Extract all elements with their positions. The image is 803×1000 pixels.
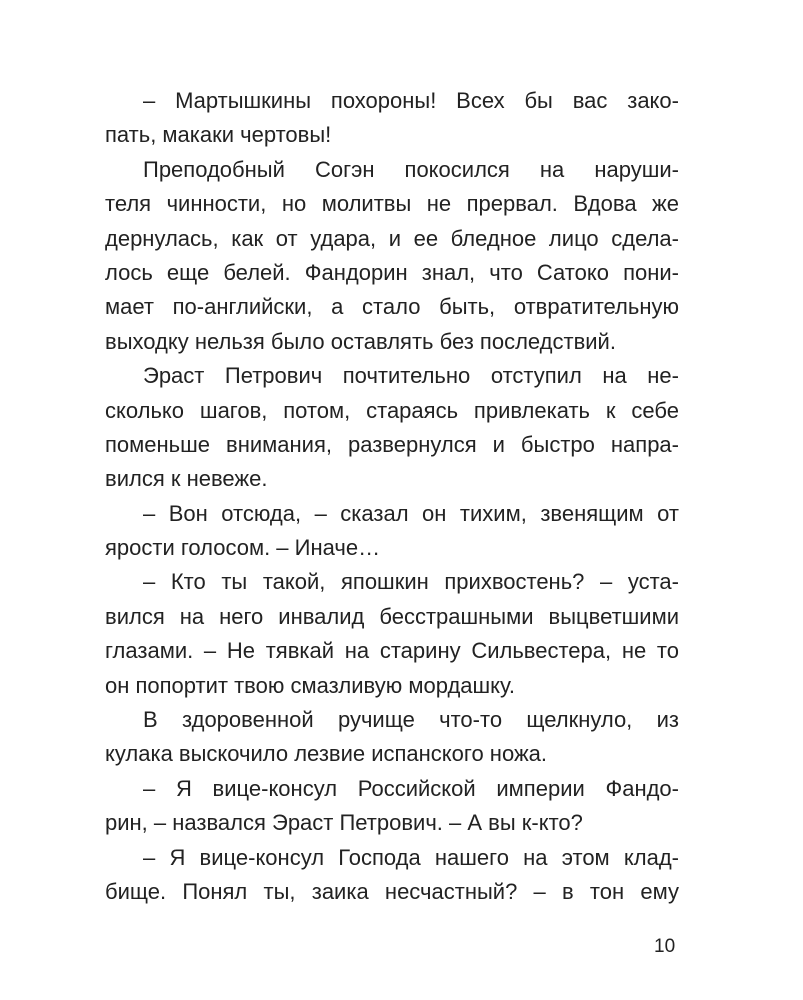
- text-line: пать, макаки чертовы!: [105, 122, 332, 148]
- body-text: [105, 84, 679, 909]
- text-line: поменьше внимания, развернулся и быстро напра-: [105, 431, 679, 457]
- text-line: бище. Понял ты, заика несчастный? – в тон ему: [105, 878, 679, 904]
- text-line: выходку нельзя было оставлять без последствий.: [105, 328, 616, 354]
- text-line: дернулась, как от удара, и ее бледное лицо сдела-: [105, 225, 679, 251]
- page-number: 10: [654, 936, 676, 957]
- text-line: Эраст Петрович почтительно отступил на не-: [143, 363, 679, 389]
- text-line: Преподобный Согэн покосился на наруши-: [143, 156, 679, 182]
- text-line: глазами. – Не тявкай на старину Сильвестера, не то: [105, 638, 679, 664]
- text-line: теля чинности, но молитвы не прервал. Вдова же: [105, 191, 679, 217]
- text-line: рин, – назвался Эраст Петрович. – А вы к-кто?: [105, 810, 583, 836]
- text-line: – Вон отсюда, – сказал он тихим, звенящим от: [143, 500, 679, 526]
- text-line: мает по-английски, а стало быть, отвратительную: [105, 294, 679, 320]
- text-line: лось еще белей. Фандорин знал, что Сатоко пони-: [105, 259, 679, 285]
- text-line: вился к невеже.: [105, 466, 268, 492]
- text-line: кулака выскочило лезвие испанского ножа.: [105, 741, 548, 767]
- text-line: ярости голосом. – Иначе…: [105, 535, 381, 561]
- text-line: – Мартышкины похороны! Всех бы вас зако-: [143, 88, 679, 113]
- text-line: он попортит твою смазливую мордашку.: [105, 672, 515, 698]
- text-line: В здоровенной ручище что-то щелкнуло, из: [143, 707, 679, 733]
- text-line: вился на него инвалид бесстрашными выцветшими: [105, 603, 679, 629]
- text-line: – Я вице-консул Господа нашего на этом клад-: [143, 844, 679, 870]
- text-line: – Я вице-консул Российской империи Фандо-: [143, 775, 679, 801]
- text-line: – Кто ты такой, япошкин прихвостень? – уста-: [143, 569, 679, 595]
- text-line: сколько шагов, потом, стараясь привлекать к себе: [105, 397, 679, 423]
